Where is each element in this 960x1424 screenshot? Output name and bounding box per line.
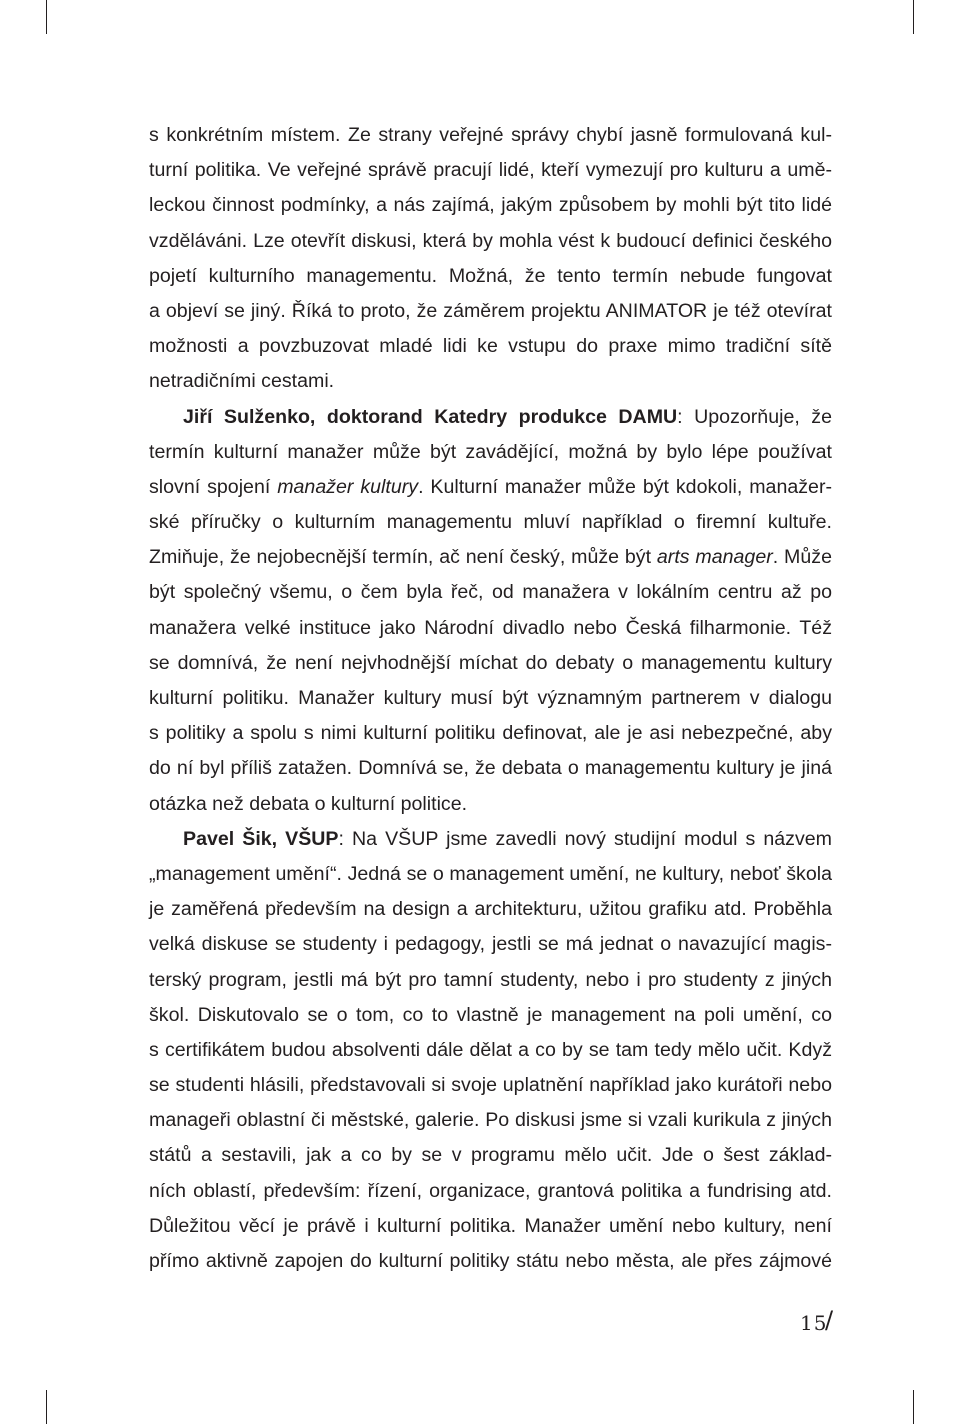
page-number-slash: / <box>825 1306 834 1334</box>
page-number: 15 <box>800 1311 828 1335</box>
paragraph-intro <box>149 118 832 400</box>
text-line: být společný všemu, o čem byla řeč, od manažera v lokálním centru až po <box>149 581 832 604</box>
text-line: se domnívá, že není nejvhodnější míchat do debaty o managementu kultury <box>149 651 832 674</box>
crop-mark-bottom-left <box>46 1390 47 1424</box>
text-line: se studenti hlásili, představovali si svoje uplatnění například jako kurátoři nebo <box>149 1074 832 1097</box>
speaker-name: Pavel Šik, VŠUP <box>183 827 339 850</box>
text-line: manageři oblastní či městské, galerie. Po diskusi jsme si vzali kurikula z jiných <box>149 1109 832 1132</box>
text-segment: : Na VŠUP jsme zavedli nový studijní modul s názvem <box>338 827 832 850</box>
text-line <box>149 470 832 505</box>
text-line: vzděláváni. Lze otevřít diskusi, která by mohla vést k budoucí definici českého <box>149 229 832 252</box>
text-line: je zaměřená především na design a architekturu, užitou grafiku atd. Proběhla <box>149 898 832 921</box>
text-line: škol. Diskutovalo se o tom, co to vlastně je management na poli umění, co <box>149 1003 832 1026</box>
text-line: pojetí kulturního managementu. Možná, že tento termín nebude fungovat <box>149 264 832 287</box>
text-segment: . Může <box>772 546 832 569</box>
text-line: otázka než debata o kulturní politice. <box>149 792 468 815</box>
text-line: s konkrétním místem. Ze strany veřejné správy chybí jasně formulovaná kul- <box>149 124 832 146</box>
paragraph-sulzenko <box>149 400 832 822</box>
emphasis-term: manažer kultury <box>277 475 419 498</box>
text-line <box>149 822 832 857</box>
text-line: přímo aktivně zapojen do kulturní politiky státu nebo města, ale přes zájmové <box>149 1250 832 1272</box>
text-line <box>149 540 832 575</box>
text-line: leckou činnost podmínky, a nás zajímá, jakým způsobem by mohli být tito lidé <box>149 194 832 217</box>
text-line: ské příručky o kulturním managementu mluví například o firemní kultuře. <box>149 511 832 534</box>
text-segment: . Kulturní manažer může být kdokoli, manažer- <box>418 475 832 498</box>
text-line: s certifikátem budou absolventi dále dělat a co by se tam tedy mělo učit. Když <box>149 1038 832 1061</box>
body-text <box>149 118 832 1279</box>
text-segment: Zmiňuje, že nejobecnější termín, ač není český, může být <box>149 546 657 569</box>
text-line <box>149 400 832 435</box>
crop-mark-bottom-right <box>913 1390 914 1424</box>
text-line: s politiky a spolu s nimi kulturní politiku definovat, ale je asi nebezpečné, aby <box>149 722 832 745</box>
text-line: velká diskuse se studenty i pedagogy, jestli se má jednat o navazující magis- <box>149 933 832 956</box>
text-line: „management umění“. Jedná se o management umění, ne kultury, neboť škola <box>149 862 832 885</box>
crop-mark-top-left <box>46 0 47 34</box>
text-segment: : Upozorňuje, že <box>677 405 832 428</box>
text-line: států a sestavili, jak a co by se v programu mělo učit. Jde o šest základ- <box>149 1144 832 1167</box>
text-line: do ní byl příliš zatažen. Domnívá se, že debata o managementu kultury je jiná <box>149 757 832 780</box>
text-line: manažera velké instituce jako Národní divadlo nebo Česká filharmonie. Též <box>149 616 832 639</box>
crop-mark-top-right <box>913 0 914 34</box>
text-line: ních oblastí, především: řízení, organizace, grantová politika a fundrising atd. <box>149 1179 832 1202</box>
text-line: termín kulturní manažer může být zavádějící, možná by bylo lépe používat <box>149 440 832 463</box>
text-line: Důležitou věcí je právě i kulturní politika. Manažer umění nebo kultury, není <box>149 1214 832 1237</box>
text-line: a objeví se jiný. Říká to proto, že záměrem projektu ANIMATOR je též otevírat <box>149 299 832 322</box>
text-line: terský program, jestli má být pro tamní studenty, nebo i pro studenty z jiných <box>149 968 832 991</box>
paragraph-sik <box>149 822 832 1279</box>
emphasis-term: arts manager <box>656 546 773 569</box>
speaker-name: Jiří Sulženko, doktorand Katedry produkce DAMU <box>183 405 678 428</box>
text-line: netradičními cestami. <box>149 370 335 393</box>
text-segment: slovní spojení <box>149 475 278 498</box>
text-line: kulturní politiku. Manažer kultury musí být významným partnerem v dialogu <box>149 687 832 709</box>
text-line: možnosti a povzbuzovat mladé lidi ke vstupu do praxe mimo tradiční sítě <box>149 335 832 358</box>
text-line: turní politika. Ve veřejné správě pracují lidé, kteří vymezují pro kulturu a umě- <box>149 159 832 182</box>
